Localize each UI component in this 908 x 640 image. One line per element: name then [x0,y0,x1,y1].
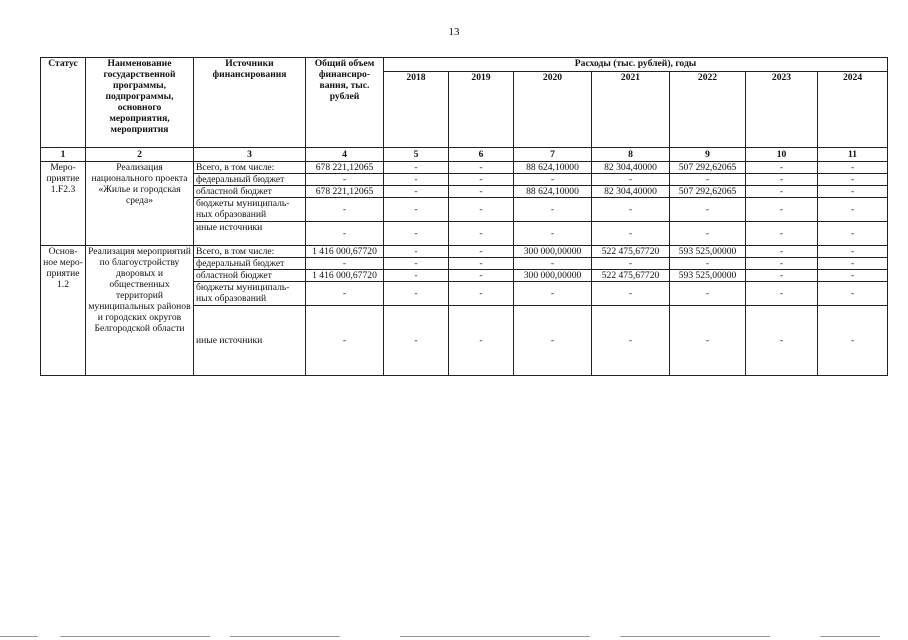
year-cell: 522 475,67720 [592,246,670,258]
budget-table [40,57,888,376]
year-cell: - [818,186,888,198]
year-cell: 82 304,40000 [592,162,670,174]
scan-artifact [0,636,38,637]
year-cell: - [818,198,888,222]
year-cell: - [746,186,818,198]
header-year: 2022 [670,72,746,148]
table-row [41,246,888,258]
year-cell: - [384,258,449,270]
event-name-cell: Реализация национального проекта «Жилье и городская среда» [86,162,194,246]
year-cell: - [818,282,888,306]
year-cell: - [384,306,449,376]
year-cell: - [449,282,514,306]
total-cell: - [306,258,384,270]
header-sources: Источники финансирования [194,58,306,148]
year-cell: - [514,258,592,270]
column-number: 5 [384,148,449,162]
column-number: 2 [86,148,194,162]
year-cell: - [449,174,514,186]
year-cell: - [514,306,592,376]
year-cell: - [514,198,592,222]
year-cell: - [514,174,592,186]
year-cell: 593 525,00000 [670,246,746,258]
source-cell: иные источники [194,306,306,376]
year-cell: 300 000,00000 [514,246,592,258]
scan-artifact [60,636,210,637]
total-cell: 1 416 000,67720 [306,270,384,282]
header-expenses: Расходы (тыс. рублей), годы [384,58,888,72]
page-number: 13 [448,26,460,38]
event-name-cell: Реализация мероприятий по благоустройству дворовых и общественных территорий муниципальных районов и городских округов Белгородской области [86,246,194,376]
year-cell: - [449,306,514,376]
scan-artifact [230,636,340,637]
year-cell: - [670,306,746,376]
header-year: 2020 [514,72,592,148]
header-year: 2018 [384,72,449,148]
year-cell: 593 525,00000 [670,270,746,282]
column-number: 6 [449,148,514,162]
column-number: 10 [746,148,818,162]
year-cell: 522 475,67720 [592,270,670,282]
column-number: 3 [194,148,306,162]
year-cell: - [818,246,888,258]
year-cell: - [670,282,746,306]
year-cell: - [449,270,514,282]
total-cell: 678 221,12065 [306,162,384,174]
year-cell: - [818,306,888,376]
year-cell: - [818,270,888,282]
year-cell: - [592,306,670,376]
column-number: 9 [670,148,746,162]
year-cell: - [384,246,449,258]
header-status: Статус [41,58,86,148]
scan-artifact [820,636,880,637]
year-cell: - [746,258,818,270]
source-cell: федеральный бюджет [194,174,306,186]
header-year: 2024 [818,72,888,148]
year-cell: - [384,186,449,198]
total-cell: - [306,222,384,246]
year-cell: 300 000,00000 [514,270,592,282]
year-cell: - [592,282,670,306]
year-cell: - [746,306,818,376]
year-cell: - [670,258,746,270]
column-numbers-row [41,148,888,162]
year-cell: - [449,222,514,246]
status-cell: Основ-ное меро-приятие 1.2 [41,246,86,376]
year-cell: - [818,222,888,246]
header-total: Общий объем финансиро-вания, тыс. рублей [306,58,384,148]
year-cell: - [670,174,746,186]
source-cell: иные источники [194,222,306,246]
year-cell: 82 304,40000 [592,186,670,198]
total-cell: 1 416 000,67720 [306,246,384,258]
year-cell: - [746,162,818,174]
header-name: Наименование государственной программы, подпрограммы, основного мероприятия, мероприятия [86,58,194,148]
year-cell: - [746,270,818,282]
year-cell: - [449,198,514,222]
scan-artifact [620,636,770,637]
total-cell: - [306,174,384,186]
header-year: 2019 [449,72,514,148]
column-number: 7 [514,148,592,162]
year-cell: - [670,222,746,246]
column-number: 1 [41,148,86,162]
source-cell: бюджеты муниципаль-ных образований [194,198,306,222]
year-cell: - [592,198,670,222]
year-cell: - [514,222,592,246]
year-cell: 507 292,62065 [670,186,746,198]
year-cell: - [449,246,514,258]
year-cell: - [746,198,818,222]
year-cell: - [670,198,746,222]
year-cell: - [746,174,818,186]
column-number: 4 [306,148,384,162]
source-cell: федеральный бюджет [194,258,306,270]
column-number: 11 [818,148,888,162]
year-cell: 88 624,10000 [514,186,592,198]
year-cell: 88 624,10000 [514,162,592,174]
header-row [41,58,888,72]
year-cell: - [449,258,514,270]
source-cell: Всего, в том числе: [194,162,306,174]
year-cell: - [384,198,449,222]
status-cell: Меро-приятие 1.F2.3 [41,162,86,246]
year-cell: - [449,162,514,174]
year-cell: - [592,258,670,270]
year-cell: - [818,162,888,174]
year-cell: - [384,222,449,246]
scan-artifact [400,636,590,637]
total-cell: - [306,306,384,376]
header-year: 2023 [746,72,818,148]
year-cell: - [384,270,449,282]
year-cell: - [514,282,592,306]
year-cell: - [384,162,449,174]
year-cell: - [384,282,449,306]
total-cell: - [306,198,384,222]
total-cell: - [306,282,384,306]
year-cell: - [592,174,670,186]
source-cell: областной бюджет [194,270,306,282]
year-cell: - [746,282,818,306]
year-cell: - [592,222,670,246]
year-cell: - [818,258,888,270]
source-cell: бюджеты муниципаль-ных образований [194,282,306,306]
source-cell: Всего, в том числе: [194,246,306,258]
year-cell: - [746,246,818,258]
header-year: 2021 [592,72,670,148]
total-cell: 678 221,12065 [306,186,384,198]
year-cell: - [746,222,818,246]
source-cell: областной бюджет [194,186,306,198]
table-row [41,162,888,174]
year-cell: 507 292,62065 [670,162,746,174]
year-cell: - [818,174,888,186]
column-number: 8 [592,148,670,162]
year-cell: - [449,186,514,198]
year-cell: - [384,174,449,186]
